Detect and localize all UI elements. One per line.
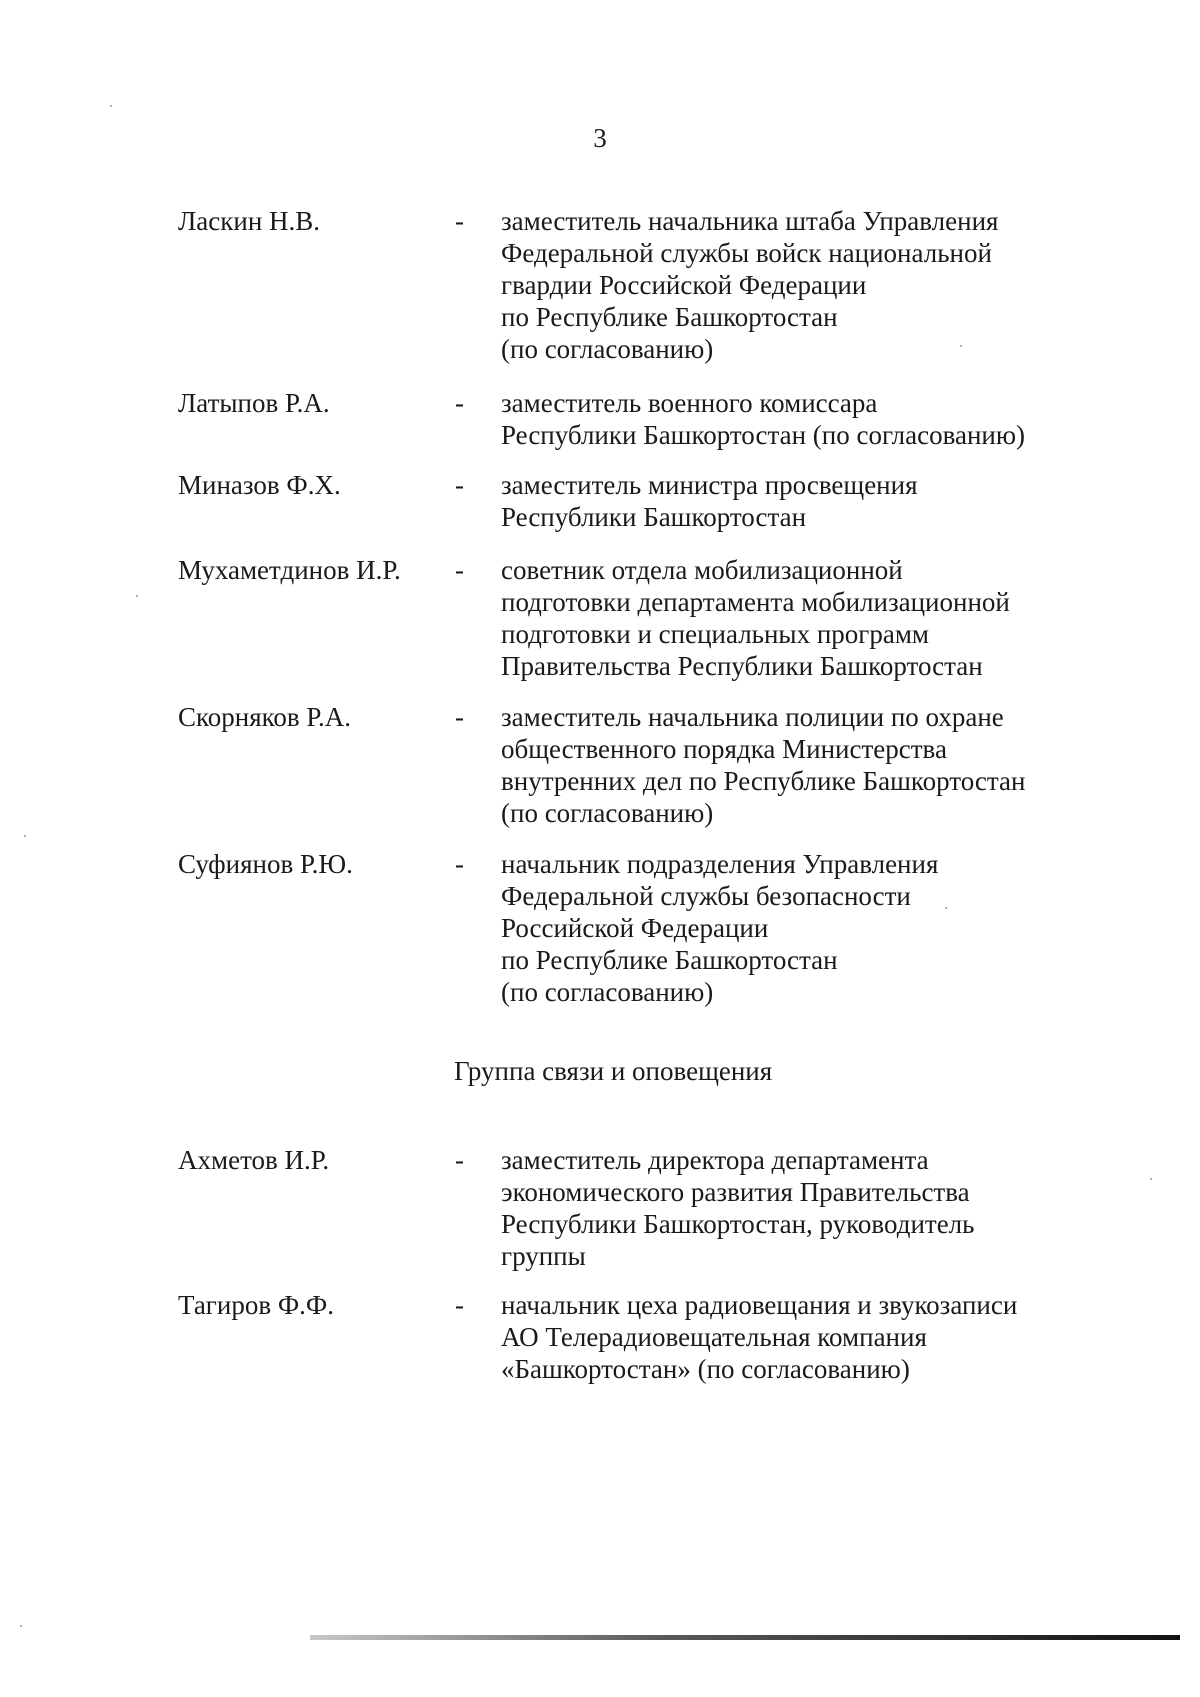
position-line: заместитель военного комиссара	[501, 388, 878, 418]
position-line: Российской Федерации	[501, 913, 769, 943]
position-line: по Республике Башкортостан	[501, 945, 838, 975]
position-line: заместитель начальника полиции по охране	[501, 702, 1004, 732]
member-dash: -	[455, 388, 464, 418]
member-dash: -	[455, 702, 464, 732]
group-heading: Группа связи и оповещения	[454, 1056, 773, 1086]
position-line: начальник подразделения Управления	[501, 849, 939, 879]
scan-speck	[24, 835, 26, 837]
position-line: (по согласованию)	[501, 334, 714, 364]
member-position	[501, 848, 1101, 1008]
member-dash: -	[455, 1290, 464, 1320]
position-line: Республики Башкортостан	[501, 502, 807, 532]
scan-speck	[136, 595, 138, 597]
position-line: Правительства Республики Башкортостан	[501, 651, 983, 681]
member-name: Ласкин Н.В.	[178, 206, 321, 236]
member-position	[501, 1144, 1101, 1272]
member-dash: -	[455, 849, 464, 879]
scan-speck	[945, 907, 947, 909]
position-line: по Республике Башкортостан	[501, 302, 838, 332]
position-line: начальник цеха радиовещания и звукозаписи	[501, 1290, 1018, 1320]
member-position	[501, 701, 1101, 829]
member-name: Суфиянов Р.Ю.	[178, 849, 353, 879]
position-line: (по согласованию)	[501, 977, 714, 1007]
member-name: Ахметов И.Р.	[178, 1145, 330, 1175]
position-line: внутренних дел по Республике Башкортостан	[501, 766, 1026, 796]
member-name: Тагиров Ф.Ф.	[178, 1290, 334, 1320]
scan-speck	[960, 345, 962, 347]
position-line: заместитель министра просвещения	[501, 470, 918, 500]
page-number: 3	[593, 123, 607, 153]
position-line: Федеральной службы безопасности	[501, 881, 911, 911]
bottom-divider	[310, 1635, 1180, 1640]
member-position	[501, 387, 1101, 451]
member-position	[501, 554, 1101, 682]
scan-speck	[1150, 1178, 1152, 1180]
position-line: подготовки департамента мобилизационной	[501, 587, 1010, 617]
position-line: гвардии Российской Федерации	[501, 270, 867, 300]
position-line: заместитель начальника штаба Управления	[501, 206, 999, 236]
position-line: (по согласованию)	[501, 798, 714, 828]
member-dash: -	[455, 470, 464, 500]
position-line: экономического развития Правительства	[501, 1177, 970, 1207]
position-line: Республики Башкортостан, руководитель	[501, 1209, 975, 1239]
member-name: Скорняков Р.А.	[178, 702, 352, 732]
member-name: Мухаметдинов И.Р.	[178, 555, 401, 585]
position-line: советник отдела мобилизационной	[501, 555, 903, 585]
position-line: группы	[501, 1241, 586, 1271]
position-line: «Башкортостан» (по согласованию)	[501, 1354, 910, 1384]
position-line: заместитель директора департамента	[501, 1145, 929, 1175]
member-position	[501, 469, 1101, 533]
position-line: Федеральной службы войск национальной	[501, 238, 992, 268]
position-line: АО Телерадиовещательная компания	[501, 1322, 927, 1352]
member-name: Миназов Ф.Х.	[178, 470, 341, 500]
member-dash: -	[455, 1145, 464, 1175]
position-line: общественного порядка Министерства	[501, 734, 947, 764]
member-name: Латыпов Р.А.	[178, 388, 330, 418]
member-dash: -	[455, 206, 464, 236]
member-position	[501, 205, 1101, 365]
scan-speck	[110, 105, 112, 107]
position-line: подготовки и специальных программ	[501, 619, 930, 649]
member-position	[501, 1289, 1101, 1385]
position-line: Республики Башкортостан (по согласованию)	[501, 420, 1026, 450]
scan-speck	[20, 1625, 22, 1627]
member-dash: -	[455, 555, 464, 585]
